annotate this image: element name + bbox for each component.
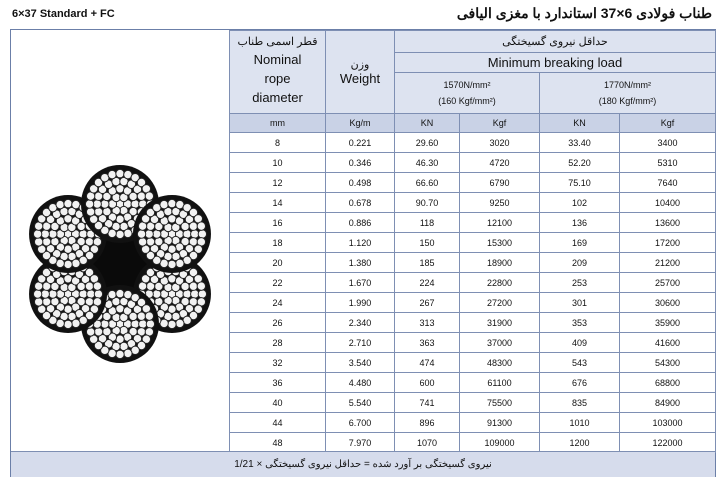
table-cell: 118 bbox=[395, 213, 460, 233]
table-cell: 3.540 bbox=[326, 353, 395, 373]
table-cell: 109000 bbox=[460, 433, 540, 453]
table-row bbox=[230, 213, 716, 233]
wire bbox=[33, 290, 41, 298]
table-cell: 8 bbox=[230, 133, 326, 153]
table-cell: 0.498 bbox=[326, 173, 395, 193]
grade-1770-line1: 1770N/mm² bbox=[603, 80, 651, 90]
grade-1570-header bbox=[395, 73, 540, 114]
wire bbox=[197, 222, 205, 230]
wire bbox=[72, 259, 80, 267]
table-cell: 600 bbox=[395, 373, 460, 393]
table-row bbox=[230, 433, 716, 453]
table-cell: 253 bbox=[540, 273, 620, 293]
wire bbox=[34, 238, 42, 246]
table-cell: 33.40 bbox=[540, 133, 620, 153]
table-cell: 7640 bbox=[620, 173, 716, 193]
wire bbox=[86, 208, 94, 216]
wire bbox=[42, 298, 50, 306]
table-row bbox=[230, 313, 716, 333]
grade-1570-line2: (160 Kgf/mm²) bbox=[438, 96, 496, 106]
table-cell: 17200 bbox=[620, 233, 716, 253]
wire bbox=[33, 230, 41, 238]
table-cell: 20 bbox=[230, 253, 326, 273]
table-cell: 10 bbox=[230, 153, 326, 173]
table-cell: 474 bbox=[395, 353, 460, 373]
diameter-header-fa: قطر اسمی طناب bbox=[237, 36, 318, 48]
table-cell: 1010 bbox=[540, 413, 620, 433]
table-cell: 102 bbox=[540, 193, 620, 213]
table-cell: 90.70 bbox=[395, 193, 460, 213]
table-cell: 10400 bbox=[620, 193, 716, 213]
table-cell: 30600 bbox=[620, 293, 716, 313]
table-cell: 136 bbox=[540, 213, 620, 233]
table-cell: 169 bbox=[540, 233, 620, 253]
grade-1770-header bbox=[540, 73, 716, 114]
wire bbox=[64, 199, 72, 207]
table-cell: 32 bbox=[230, 353, 326, 373]
grade-1570-line1: 1570N/mm² bbox=[443, 80, 491, 90]
rope-cross-section-drawing bbox=[11, 30, 229, 450]
document-title-en: 6×37 Standard + FC bbox=[12, 8, 115, 20]
wire bbox=[160, 200, 168, 208]
wire bbox=[86, 328, 94, 336]
wire bbox=[116, 289, 124, 297]
wire bbox=[56, 200, 64, 208]
table-cell: 16 bbox=[230, 213, 326, 233]
table-row bbox=[230, 393, 716, 413]
wire bbox=[145, 312, 153, 320]
wire bbox=[198, 230, 206, 238]
mbl-header-en: Minimum breaking load bbox=[395, 53, 716, 73]
wire bbox=[138, 238, 146, 246]
table-cell: 29.60 bbox=[395, 133, 460, 153]
unit-cell: Kgf bbox=[460, 114, 540, 133]
table-cell: 1070 bbox=[395, 433, 460, 453]
table-body bbox=[230, 133, 716, 453]
wire bbox=[137, 312, 145, 320]
table-cell: 103000 bbox=[620, 413, 716, 433]
wire bbox=[116, 230, 124, 238]
wire bbox=[168, 199, 176, 207]
table-cell: 27200 bbox=[460, 293, 540, 313]
table-cell: 5310 bbox=[620, 153, 716, 173]
table-row bbox=[230, 353, 716, 373]
table-cell: 46.30 bbox=[395, 153, 460, 173]
table-cell: 2.340 bbox=[326, 313, 395, 333]
table-row bbox=[230, 293, 716, 313]
table-cell: 41600 bbox=[620, 333, 716, 353]
table-cell: 52.20 bbox=[540, 153, 620, 173]
table-cell: 313 bbox=[395, 313, 460, 333]
table-row bbox=[230, 173, 716, 193]
unit-cell: Kg/m bbox=[326, 114, 395, 133]
table-cell: 363 bbox=[395, 333, 460, 353]
table-cell: 0.221 bbox=[326, 133, 395, 153]
table-cell: 35900 bbox=[620, 313, 716, 333]
wire bbox=[168, 320, 176, 328]
table-row bbox=[230, 253, 716, 273]
table-row bbox=[230, 153, 716, 173]
weight-header bbox=[326, 31, 395, 114]
table-cell: 18 bbox=[230, 233, 326, 253]
wire bbox=[42, 238, 50, 246]
header-row-1 bbox=[230, 31, 716, 53]
table-cell: 40 bbox=[230, 393, 326, 413]
table-cell: 68800 bbox=[620, 373, 716, 393]
table-cell: 66.60 bbox=[395, 173, 460, 193]
mbl-header-fa: حداقل نیروی گسیختگی bbox=[395, 31, 716, 53]
table-cell: 224 bbox=[395, 273, 460, 293]
table-row bbox=[230, 133, 716, 153]
wire bbox=[94, 208, 102, 216]
wire bbox=[189, 222, 197, 230]
wire bbox=[64, 260, 72, 268]
table-cell: 1.380 bbox=[326, 253, 395, 273]
table-cell: 26 bbox=[230, 313, 326, 333]
rope-cross-section bbox=[11, 30, 229, 450]
wire bbox=[189, 282, 197, 290]
table-cell: 122000 bbox=[620, 433, 716, 453]
table-cell: 3020 bbox=[460, 133, 540, 153]
wire bbox=[34, 298, 42, 306]
table-cell: 5.540 bbox=[326, 393, 395, 413]
table-cell: 1.990 bbox=[326, 293, 395, 313]
wire bbox=[124, 229, 132, 237]
table-cell: 91300 bbox=[460, 413, 540, 433]
table-cell: 48300 bbox=[460, 353, 540, 373]
unit-cell: mm bbox=[230, 114, 326, 133]
wire bbox=[176, 319, 184, 327]
table-cell: 12100 bbox=[460, 213, 540, 233]
table-cell: 21200 bbox=[620, 253, 716, 273]
table-cell: 185 bbox=[395, 253, 460, 273]
wire bbox=[145, 192, 153, 200]
table-cell: 409 bbox=[540, 333, 620, 353]
wire bbox=[124, 349, 132, 357]
table-cell: 0.346 bbox=[326, 153, 395, 173]
table-cell: 54300 bbox=[620, 353, 716, 373]
weight-header-fa: وزن bbox=[350, 59, 370, 71]
table-cell: 24 bbox=[230, 293, 326, 313]
wire bbox=[93, 282, 101, 290]
wire bbox=[198, 290, 206, 298]
unit-cell: KN bbox=[395, 114, 460, 133]
table-cell: 6.700 bbox=[326, 413, 395, 433]
table-cell: 301 bbox=[540, 293, 620, 313]
table-cell: 150 bbox=[395, 233, 460, 253]
wire bbox=[146, 320, 154, 328]
wire bbox=[72, 319, 80, 327]
table-cell: 4.480 bbox=[326, 373, 395, 393]
table-row bbox=[230, 233, 716, 253]
units-row bbox=[230, 114, 716, 133]
wire bbox=[108, 170, 116, 178]
grade-1770-line2: (180 Kgf/mm²) bbox=[598, 96, 657, 106]
table-cell: 75500 bbox=[460, 393, 540, 413]
table-cell: 37000 bbox=[460, 333, 540, 353]
wire bbox=[94, 328, 102, 336]
wire bbox=[108, 290, 116, 298]
wire bbox=[85, 282, 93, 290]
table-cell: 75.10 bbox=[540, 173, 620, 193]
unit-cell: KN bbox=[540, 114, 620, 133]
table-cell: 84900 bbox=[620, 393, 716, 413]
table-cell: 44 bbox=[230, 413, 326, 433]
table-cell: 353 bbox=[540, 313, 620, 333]
table-cell: 741 bbox=[395, 393, 460, 413]
table-cell: 2.710 bbox=[326, 333, 395, 353]
table-cell: 1.670 bbox=[326, 273, 395, 293]
diameter-header-en: Nominal rope diameter bbox=[252, 52, 303, 105]
table-cell: 7.970 bbox=[326, 433, 395, 453]
table-cell: 1.120 bbox=[326, 233, 395, 253]
table-cell: 28 bbox=[230, 333, 326, 353]
table-cell: 1200 bbox=[540, 433, 620, 453]
table-cell: 22800 bbox=[460, 273, 540, 293]
table-cell: 9250 bbox=[460, 193, 540, 213]
wire bbox=[94, 290, 102, 298]
weight-header-en: Weight bbox=[339, 71, 381, 86]
table-cell: 209 bbox=[540, 253, 620, 273]
wire bbox=[197, 282, 205, 290]
table-cell: 36 bbox=[230, 373, 326, 393]
table-cell: 0.678 bbox=[326, 193, 395, 213]
table-cell: 0.886 bbox=[326, 213, 395, 233]
table-cell: 835 bbox=[540, 393, 620, 413]
table-cell: 267 bbox=[395, 293, 460, 313]
footer-note: نیروی گسیختگی بر آورد شده = حداقل نیروی گسیختگی × 1/21 bbox=[11, 451, 715, 477]
document-title-fa: طناب فولادی 6×37 استاندارد با مغزی الیافی bbox=[456, 5, 712, 21]
table-row bbox=[230, 333, 716, 353]
wire bbox=[137, 192, 145, 200]
table-row bbox=[230, 373, 716, 393]
table-cell: 6790 bbox=[460, 173, 540, 193]
table-cell: 18900 bbox=[460, 253, 540, 273]
table-cell: 676 bbox=[540, 373, 620, 393]
rope-spec-table bbox=[229, 30, 716, 453]
wire bbox=[168, 260, 176, 268]
wire bbox=[116, 169, 124, 177]
wire bbox=[176, 259, 184, 267]
table-row bbox=[230, 193, 716, 213]
table-cell: 22 bbox=[230, 273, 326, 293]
table-row bbox=[230, 413, 716, 433]
table-cell: 12 bbox=[230, 173, 326, 193]
wire bbox=[137, 230, 145, 238]
wire bbox=[85, 200, 93, 208]
table-cell: 25700 bbox=[620, 273, 716, 293]
table-cell: 15300 bbox=[460, 233, 540, 253]
table-cell: 14 bbox=[230, 193, 326, 213]
wire bbox=[116, 350, 124, 358]
unit-cell: Kgf bbox=[620, 114, 716, 133]
table-cell: 61100 bbox=[460, 373, 540, 393]
table-cell: 896 bbox=[395, 413, 460, 433]
table-cell: 13600 bbox=[620, 213, 716, 233]
table-cell: 4720 bbox=[460, 153, 540, 173]
diameter-header bbox=[230, 31, 326, 114]
table-cell: 48 bbox=[230, 433, 326, 453]
table-cell: 543 bbox=[540, 353, 620, 373]
wire bbox=[64, 320, 72, 328]
table-cell: 31900 bbox=[460, 313, 540, 333]
table-row bbox=[230, 273, 716, 293]
table-cell: 3400 bbox=[620, 133, 716, 153]
wire bbox=[146, 238, 154, 246]
